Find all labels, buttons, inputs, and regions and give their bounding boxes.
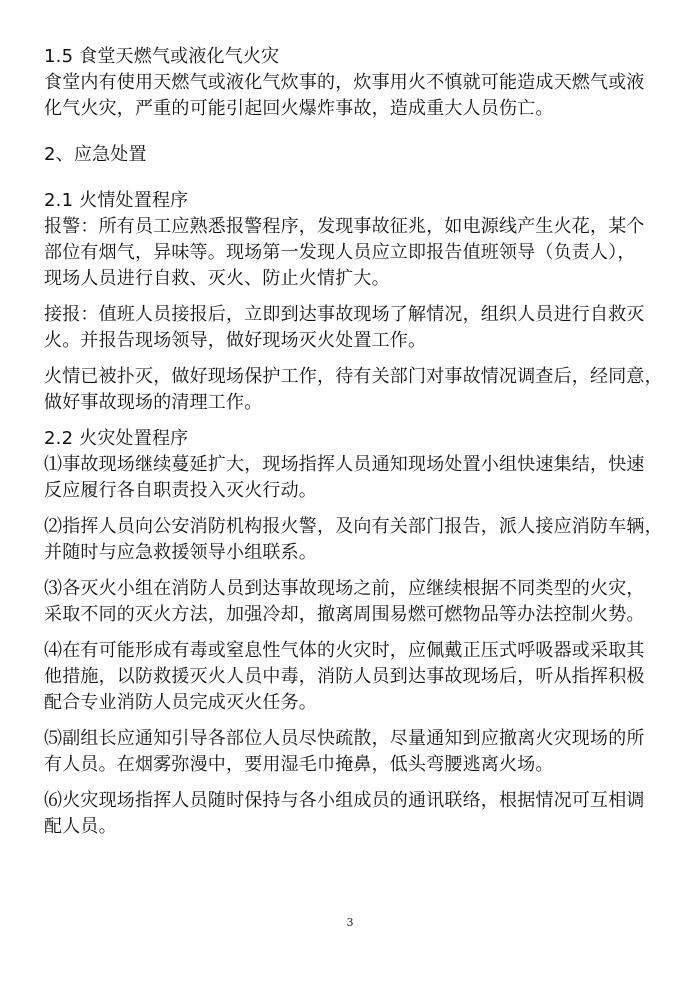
section-heading-2-2: 2.2 火灾处置程序 <box>44 428 189 449</box>
paragraph-line: 化气火灾，严重的可能引起回火爆炸事故，造成重大人员伤亡。 <box>44 98 554 119</box>
paragraph-line: 配人员。 <box>44 816 117 837</box>
paragraph-line: 部位有烟气，异味等。现场第一发现人员应立即报告值班领导（负责人）， <box>44 242 636 263</box>
section-heading-1-5: 1.5 食堂天燃气或液化气火灾 <box>44 46 280 67</box>
section-heading-2: 2、应急处置 <box>44 144 147 165</box>
paragraph-line: 配合专业消防人员完成灭火任务。 <box>44 692 317 713</box>
paragraph-line: ⑶各灭火小组在消防人员到达事故现场之前，应继续根据不同类型的火灾， <box>44 578 645 599</box>
paragraph-line: 有人员。在烟雾弥漫中，要用湿毛巾掩鼻，低头弯腰逃离火场。 <box>44 754 554 775</box>
paragraph-line: 报警：所有员工应熟悉报警程序，发现事故征兆，如电源线产生火花，某个 <box>44 216 645 237</box>
paragraph-line: 现场人员进行自救、灭火、防止火情扩大。 <box>44 268 390 289</box>
page-number: 3 <box>346 916 354 929</box>
paragraph-line: 并随时与应急救援领导小组联系。 <box>44 542 317 563</box>
paragraph-line: ⑷在有可能形成有毒或窒息性气体的火灾时，应佩戴正压式呼吸器或采取其 <box>44 640 645 661</box>
paragraph-line: 火情已被扑灭，做好现场保护工作，待有关部门对事故情况调查后，经同意， <box>44 366 663 387</box>
paragraph-line: 做好事故现场的清理工作。 <box>44 392 263 413</box>
paragraph-line: 火。并报告现场领导，做好现场灭火处置工作。 <box>44 330 427 351</box>
paragraph-line: ⑴事故现场继续蔓延扩大，现场指挥人员通知现场处置小组快速集结，快速 <box>44 454 645 475</box>
paragraph-line: ⑹火灾现场指挥人员随时保持与各小组成员的通讯联络，根据情况可互相调 <box>44 790 645 811</box>
paragraph-line: ⑸副组长应通知引导各部位人员尽快疏散，尽量通知到应撤离火灾现场的所 <box>44 728 645 749</box>
section-heading-2-1: 2.1 火情处置程序 <box>44 190 189 211</box>
paragraph-line: ⑵指挥人员向公安消防机构报火警，及向有关部门报告，派人接应消防车辆， <box>44 516 663 537</box>
paragraph-line: 反应履行各自职责投入灭火行动。 <box>44 480 317 501</box>
paragraph-line: 接报：值班人员接报后，立即到达事故现场了解情况，组织人员进行自救灭 <box>44 304 645 325</box>
paragraph-line: 食堂内有使用天燃气或液化气炊事的，炊事用火不慎就可能造成天燃气或液 <box>44 72 645 93</box>
paragraph-line: 他措施，以防救援灭火人员中毒，消防人员到达事故现场后，听从指挥积极 <box>44 666 645 687</box>
document-body <box>44 44 664 840</box>
paragraph-line: 采取不同的灭火方法，加强冷却，撤离周围易燃可燃物品等办法控制火势。 <box>44 604 645 625</box>
